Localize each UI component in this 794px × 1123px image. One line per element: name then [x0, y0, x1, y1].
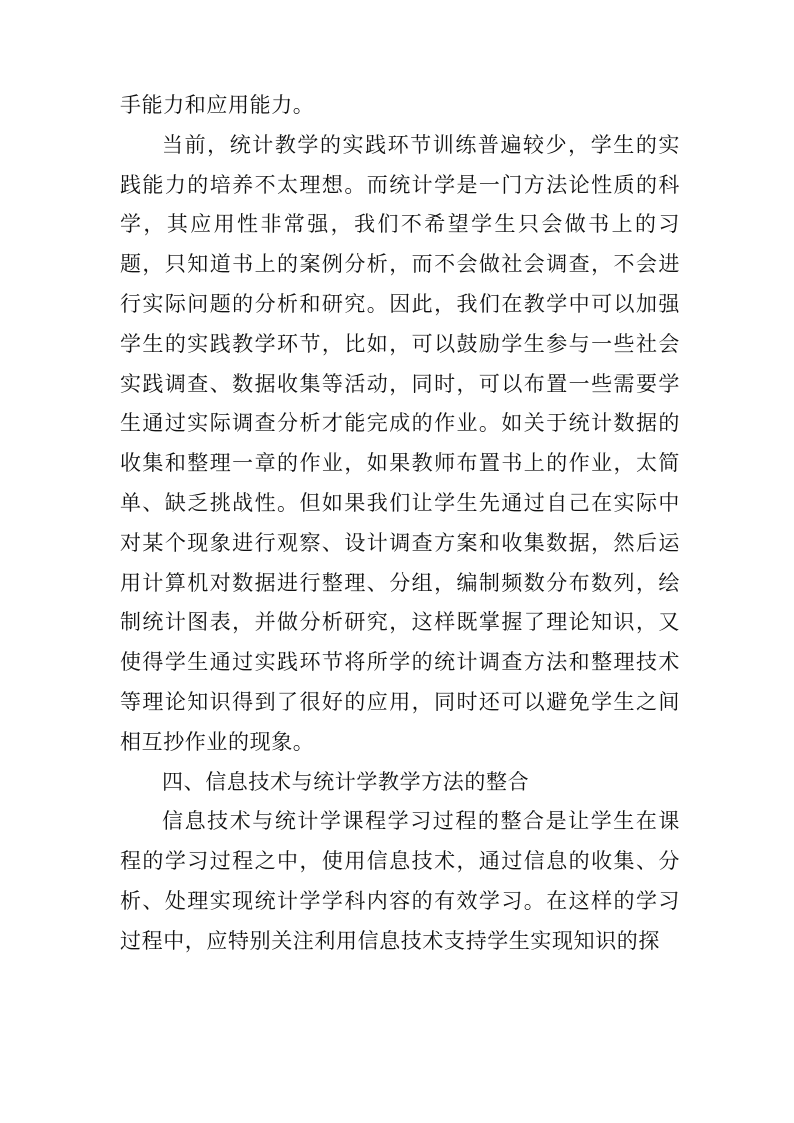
paragraph-practice-teaching: 当前，统计教学的实践环节训练普遍较少，学生的实践能力的培养不太理想。而统计学是一门方法论性质的科学，其应用性非常强，我们不希望学生只会做书上的习题，只知道书上的案例分析，而不会做社会调查，不会进行实际问题的分析和研究。因此，我们在教学中可以加强学生的实践教学环节，比如，可以鼓励学生参与一些社会实践调查、数据收集等活动，同时，可以布置一些需要学生通过实际调查分析才能完成的作业。如关于统计数据的收集和整理一章的作业，如果教师布置书上的作业，太简单、缺乏挑战性。但如果我们让学生先通过自己在实际中对某个现象进行观察、设计调查方案和收集数据，然后运用计算机对数据进行整理、分组，编制频数分布数列，绘制统计图表，并做分析研究，这样既掌握了理论知识，又使得学生通过实践环节将所学的统计调查方法和整理技术等理论知识得到了很好的应用，同时还可以避免学生之间相互抄作业的现象。	[120, 132, 680, 754]
paragraph-it-integration: 信息技术与统计学课程学习过程的整合是让学生在课程的学习过程之中，使用信息技术，通过信息的收集、分析、处理实现统计学学科内容的有效学习。在这样的学习过程中，应特别关注利用信息技术支持学生实现知识的探	[120, 809, 680, 953]
paragraph-continued: 手能力和应用能力。	[120, 93, 315, 117]
document-body	[120, 86, 680, 962]
section-heading: 四、信息技术与统计学教学方法的整合	[162, 769, 530, 794]
